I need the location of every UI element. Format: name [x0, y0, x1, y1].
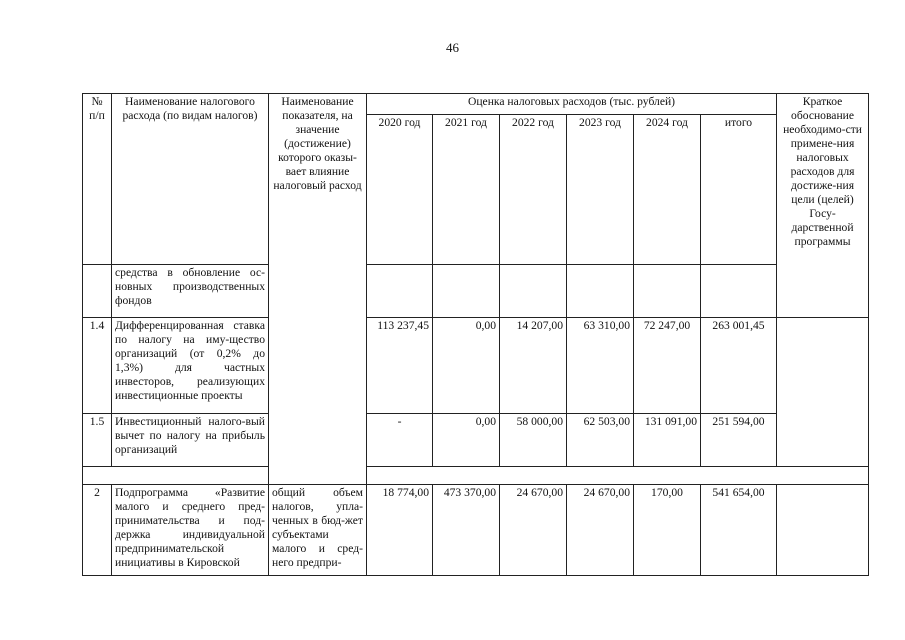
table-row: [83, 485, 869, 576]
value-2023: 62 503,00: [567, 414, 634, 467]
value-2022: 14 207,00: [500, 318, 567, 414]
value-2023: 24 670,00: [567, 485, 634, 576]
header-name: Наименование налогового расхода (по видам налогов): [112, 94, 269, 265]
value-2024: 131 091,00: [634, 414, 701, 467]
value-2023: [567, 265, 634, 318]
value-2020: 18 774,00: [367, 485, 433, 576]
justification-cell: [777, 485, 869, 576]
value-total: 263 001,45: [701, 318, 777, 414]
table-row: [83, 318, 869, 414]
page-number: 46: [446, 40, 459, 55]
value-2022: 24 670,00: [500, 485, 567, 576]
header-estimate: Оценка налоговых расходов (тыс. рублей): [367, 94, 777, 115]
row-name: Инвестиционный налого-вый вычет по налогу на прибыль организаций: [112, 414, 269, 467]
value-2021: 473 370,00: [433, 485, 500, 576]
header-year-2023: 2023 год: [567, 115, 634, 265]
value-2024: 170,00: [634, 485, 701, 576]
header-row: [83, 94, 869, 115]
row-num: 1.5: [83, 414, 112, 467]
header-total: итого: [701, 115, 777, 265]
value-2022: [500, 265, 567, 318]
value-total: 541 654,00: [701, 485, 777, 576]
value-2024: 72 247,00: [634, 318, 701, 414]
header-num: № п/п: [83, 94, 112, 265]
header-justification: Краткое обоснование необходимо-сти примене-ния налоговых расходов для достиже-ния цели (целей) Госу-дарственной программы: [777, 94, 869, 318]
row-name: средства в обновление ос-новных производственных фондов: [112, 265, 269, 318]
row-name: Дифференцированная ставка по налогу на иму-щество организаций (от 0,2% до 1,3%) для частных инвесторов, реализующих инвестиционные проекты: [112, 318, 269, 414]
value-2021: 0,00: [433, 414, 500, 467]
value-2022: 58 000,00: [500, 414, 567, 467]
table-row: [83, 265, 869, 318]
header-year-2024: 2024 год: [634, 115, 701, 265]
value-2023: 63 310,00: [567, 318, 634, 414]
value-2024: [634, 265, 701, 318]
header-indicator: Наименование показателя, на значение (достижение) которого оказы-вает влияние налоговый расход: [269, 94, 367, 485]
row-gap: [83, 467, 869, 485]
value-2020: 113 237,45: [367, 318, 433, 414]
justification-cell: [777, 318, 869, 467]
header-year-2021: 2021 год: [433, 115, 500, 265]
value-2021: 0,00: [433, 318, 500, 414]
header-year-2020: 2020 год: [367, 115, 433, 265]
value-total: 251 594,00: [701, 414, 777, 467]
row-name: Подпрограмма «Развитие малого и среднего пред-принимательства и под-держка индивидуальной предпринимательской инициативы в Кировской: [112, 485, 269, 576]
value-total: [701, 265, 777, 318]
value-2020: [367, 265, 433, 318]
header-year-2022: 2022 год: [500, 115, 567, 265]
value-2020: -: [367, 414, 433, 467]
row-num: [83, 265, 112, 318]
tax-expenditure-table: [82, 93, 869, 576]
row-indicator: общий объем налогов, упла-ченных в бюд-жет субъектами малого и сред-него предпри-: [269, 485, 367, 576]
table-row: [83, 414, 869, 467]
row-num: 1.4: [83, 318, 112, 414]
value-2021: [433, 265, 500, 318]
row-num: 2: [83, 485, 112, 576]
